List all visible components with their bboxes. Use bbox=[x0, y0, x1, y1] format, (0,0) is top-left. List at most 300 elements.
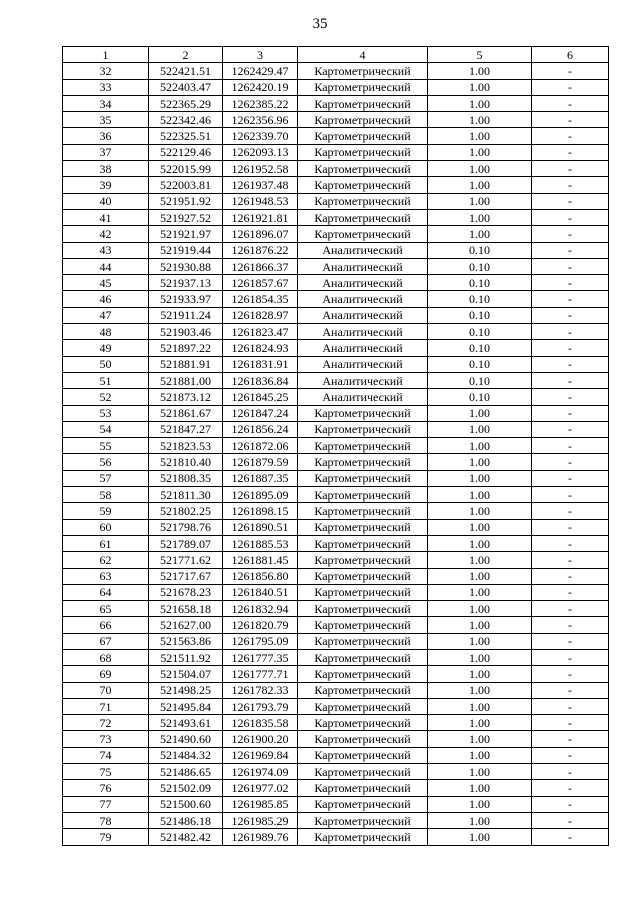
cell-description: - bbox=[532, 340, 609, 356]
cell-y: 1261824.93 bbox=[223, 340, 298, 356]
cell-x: 522403.47 bbox=[149, 79, 223, 95]
cell-point-number: 64 bbox=[63, 584, 149, 600]
cell-method: Картометрический bbox=[298, 601, 428, 617]
table-row bbox=[63, 747, 609, 763]
cell-x: 521811.30 bbox=[149, 487, 223, 503]
table-row bbox=[63, 829, 609, 845]
cell-point-number: 33 bbox=[63, 79, 149, 95]
cell-description: - bbox=[532, 63, 609, 79]
cell-y: 1261948.53 bbox=[223, 193, 298, 209]
cell-method: Картометрический bbox=[298, 568, 428, 584]
cell-method: Картометрический bbox=[298, 617, 428, 633]
cell-point-number: 37 bbox=[63, 144, 149, 160]
cell-x: 522015.99 bbox=[149, 161, 223, 177]
cell-method: Картометрический bbox=[298, 161, 428, 177]
cell-point-number: 71 bbox=[63, 698, 149, 714]
cell-x: 521627.00 bbox=[149, 617, 223, 633]
cell-point-number: 43 bbox=[63, 242, 149, 258]
cell-point-number: 76 bbox=[63, 780, 149, 796]
cell-description: - bbox=[532, 291, 609, 307]
cell-accuracy: 1.00 bbox=[428, 112, 532, 128]
cell-point-number: 61 bbox=[63, 535, 149, 551]
cell-point-number: 46 bbox=[63, 291, 149, 307]
cell-y: 1261885.53 bbox=[223, 535, 298, 551]
cell-method: Картометрический bbox=[298, 519, 428, 535]
cell-method: Картометрический bbox=[298, 747, 428, 763]
table-row bbox=[63, 128, 609, 144]
cell-method: Картометрический bbox=[298, 226, 428, 242]
cell-method: Аналитический bbox=[298, 356, 428, 372]
cell-y: 1261887.35 bbox=[223, 470, 298, 486]
table-row bbox=[63, 633, 609, 649]
cell-y: 1261820.79 bbox=[223, 617, 298, 633]
cell-method: Картометрический bbox=[298, 682, 428, 698]
cell-x: 521504.07 bbox=[149, 666, 223, 682]
cell-method: Картометрический bbox=[298, 487, 428, 503]
cell-accuracy: 0.10 bbox=[428, 291, 532, 307]
cell-x: 521798.76 bbox=[149, 519, 223, 535]
cell-point-number: 53 bbox=[63, 405, 149, 421]
cell-method: Картометрический bbox=[298, 649, 428, 665]
cell-method: Картометрический bbox=[298, 503, 428, 519]
cell-method: Картометрический bbox=[298, 812, 428, 828]
cell-description: - bbox=[532, 372, 609, 388]
cell-accuracy: 1.00 bbox=[428, 454, 532, 470]
cell-method: Аналитический bbox=[298, 372, 428, 388]
cell-x: 521810.40 bbox=[149, 454, 223, 470]
cell-point-number: 45 bbox=[63, 275, 149, 291]
table-row bbox=[63, 356, 609, 372]
cell-accuracy: 0.10 bbox=[428, 389, 532, 405]
cell-point-number: 75 bbox=[63, 764, 149, 780]
table-row bbox=[63, 193, 609, 209]
cell-accuracy: 1.00 bbox=[428, 780, 532, 796]
cell-x: 521486.65 bbox=[149, 764, 223, 780]
cell-point-number: 58 bbox=[63, 487, 149, 503]
cell-accuracy: 1.00 bbox=[428, 764, 532, 780]
cell-x: 521486.18 bbox=[149, 812, 223, 828]
cell-y: 1261857.67 bbox=[223, 275, 298, 291]
cell-x: 521502.09 bbox=[149, 780, 223, 796]
table-row bbox=[63, 112, 609, 128]
cell-x: 521937.13 bbox=[149, 275, 223, 291]
cell-accuracy: 1.00 bbox=[428, 128, 532, 144]
table-row bbox=[63, 389, 609, 405]
cell-point-number: 41 bbox=[63, 209, 149, 225]
cell-accuracy: 1.00 bbox=[428, 144, 532, 160]
cell-method: Картометрический bbox=[298, 552, 428, 568]
cell-x: 521919.44 bbox=[149, 242, 223, 258]
table-body bbox=[63, 63, 609, 845]
cell-y: 1261952.58 bbox=[223, 161, 298, 177]
cell-point-number: 39 bbox=[63, 177, 149, 193]
cell-accuracy: 1.00 bbox=[428, 666, 532, 682]
cell-x: 521482.42 bbox=[149, 829, 223, 845]
cell-description: - bbox=[532, 747, 609, 763]
page-number: 35 bbox=[312, 16, 328, 32]
cell-y: 1262385.22 bbox=[223, 95, 298, 111]
table-row bbox=[63, 715, 609, 731]
cell-x: 521930.88 bbox=[149, 258, 223, 274]
table-row bbox=[63, 764, 609, 780]
cell-x: 521490.60 bbox=[149, 731, 223, 747]
cell-method: Картометрический bbox=[298, 128, 428, 144]
cell-method: Картометрический bbox=[298, 177, 428, 193]
cell-x: 521658.18 bbox=[149, 601, 223, 617]
cell-method: Аналитический bbox=[298, 389, 428, 405]
column-header-point-number: 1 bbox=[63, 47, 149, 63]
cell-point-number: 68 bbox=[63, 649, 149, 665]
cell-method: Картометрический bbox=[298, 764, 428, 780]
cell-x: 521927.52 bbox=[149, 209, 223, 225]
cell-description: - bbox=[532, 389, 609, 405]
cell-description: - bbox=[532, 356, 609, 372]
cell-method: Картометрический bbox=[298, 438, 428, 454]
cell-x: 522421.51 bbox=[149, 63, 223, 79]
cell-description: - bbox=[532, 128, 609, 144]
table-row bbox=[63, 666, 609, 682]
cell-point-number: 73 bbox=[63, 731, 149, 747]
cell-method: Картометрический bbox=[298, 584, 428, 600]
table-row bbox=[63, 601, 609, 617]
cell-description: - bbox=[532, 161, 609, 177]
cell-y: 1261782.33 bbox=[223, 682, 298, 698]
cell-description: - bbox=[532, 780, 609, 796]
cell-point-number: 77 bbox=[63, 796, 149, 812]
cell-y: 1262356.96 bbox=[223, 112, 298, 128]
cell-method: Картометрический bbox=[298, 796, 428, 812]
cell-accuracy: 1.00 bbox=[428, 79, 532, 95]
cell-y: 1261872.06 bbox=[223, 438, 298, 454]
cell-x: 521897.22 bbox=[149, 340, 223, 356]
cell-description: - bbox=[532, 144, 609, 160]
cell-x: 521484.32 bbox=[149, 747, 223, 763]
cell-description: - bbox=[532, 584, 609, 600]
table-row bbox=[63, 519, 609, 535]
cell-x: 521802.25 bbox=[149, 503, 223, 519]
table-row bbox=[63, 438, 609, 454]
cell-accuracy: 1.00 bbox=[428, 535, 532, 551]
cell-y: 1261836.84 bbox=[223, 372, 298, 388]
cell-accuracy: 1.00 bbox=[428, 568, 532, 584]
cell-accuracy: 0.10 bbox=[428, 372, 532, 388]
cell-accuracy: 1.00 bbox=[428, 552, 532, 568]
cell-y: 1261937.48 bbox=[223, 177, 298, 193]
cell-accuracy: 1.00 bbox=[428, 470, 532, 486]
cell-y: 1261823.47 bbox=[223, 324, 298, 340]
table-row bbox=[63, 144, 609, 160]
cell-point-number: 34 bbox=[63, 95, 149, 111]
cell-method: Картометрический bbox=[298, 829, 428, 845]
cell-accuracy: 1.00 bbox=[428, 438, 532, 454]
cell-x: 521563.86 bbox=[149, 633, 223, 649]
cell-y: 1261890.51 bbox=[223, 519, 298, 535]
cell-description: - bbox=[532, 438, 609, 454]
cell-y: 1261866.37 bbox=[223, 258, 298, 274]
cell-accuracy: 1.00 bbox=[428, 161, 532, 177]
cell-accuracy: 1.00 bbox=[428, 503, 532, 519]
cell-method: Картометрический bbox=[298, 470, 428, 486]
cell-method: Картометрический bbox=[298, 63, 428, 79]
table-header bbox=[63, 47, 609, 63]
cell-method: Картометрический bbox=[298, 112, 428, 128]
cell-point-number: 57 bbox=[63, 470, 149, 486]
cell-method: Картометрический bbox=[298, 405, 428, 421]
table-row bbox=[63, 682, 609, 698]
cell-method: Картометрический bbox=[298, 209, 428, 225]
cell-y: 1261881.45 bbox=[223, 552, 298, 568]
cell-accuracy: 1.00 bbox=[428, 487, 532, 503]
column-header-x: 2 bbox=[149, 47, 223, 63]
cell-description: - bbox=[532, 258, 609, 274]
cell-accuracy: 1.00 bbox=[428, 226, 532, 242]
cell-x: 522129.46 bbox=[149, 144, 223, 160]
table-row bbox=[63, 79, 609, 95]
cell-y: 1261876.22 bbox=[223, 242, 298, 258]
cell-description: - bbox=[532, 209, 609, 225]
cell-point-number: 69 bbox=[63, 666, 149, 682]
cell-point-number: 63 bbox=[63, 568, 149, 584]
table-row bbox=[63, 617, 609, 633]
cell-accuracy: 0.10 bbox=[428, 324, 532, 340]
cell-point-number: 79 bbox=[63, 829, 149, 845]
cell-accuracy: 1.00 bbox=[428, 731, 532, 747]
cell-point-number: 56 bbox=[63, 454, 149, 470]
cell-method: Аналитический bbox=[298, 307, 428, 323]
cell-y: 1261879.59 bbox=[223, 454, 298, 470]
cell-description: - bbox=[532, 666, 609, 682]
table-row bbox=[63, 584, 609, 600]
cell-y: 1261828.97 bbox=[223, 307, 298, 323]
cell-y: 1261985.85 bbox=[223, 796, 298, 812]
cell-x: 521861.67 bbox=[149, 405, 223, 421]
cell-accuracy: 0.10 bbox=[428, 258, 532, 274]
cell-description: - bbox=[532, 405, 609, 421]
table-row bbox=[63, 177, 609, 193]
cell-x: 521717.67 bbox=[149, 568, 223, 584]
cell-method: Картометрический bbox=[298, 731, 428, 747]
cell-description: - bbox=[532, 275, 609, 291]
cell-y: 1261840.51 bbox=[223, 584, 298, 600]
cell-y: 1261896.07 bbox=[223, 226, 298, 242]
table-row bbox=[63, 421, 609, 437]
table-row bbox=[63, 470, 609, 486]
cell-point-number: 51 bbox=[63, 372, 149, 388]
cell-method: Аналитический bbox=[298, 242, 428, 258]
cell-description: - bbox=[532, 95, 609, 111]
table-row bbox=[63, 503, 609, 519]
cell-y: 1261835.58 bbox=[223, 715, 298, 731]
cell-method: Картометрический bbox=[298, 95, 428, 111]
cell-description: - bbox=[532, 487, 609, 503]
cell-point-number: 40 bbox=[63, 193, 149, 209]
cell-x: 521823.53 bbox=[149, 438, 223, 454]
cell-method: Картометрический bbox=[298, 633, 428, 649]
table-row bbox=[63, 95, 609, 111]
cell-x: 521789.07 bbox=[149, 535, 223, 551]
table-row bbox=[63, 324, 609, 340]
cell-description: - bbox=[532, 307, 609, 323]
column-header-method: 4 bbox=[298, 47, 428, 63]
cell-point-number: 72 bbox=[63, 715, 149, 731]
cell-point-number: 44 bbox=[63, 258, 149, 274]
cell-x: 521493.61 bbox=[149, 715, 223, 731]
cell-method: Картометрический bbox=[298, 715, 428, 731]
cell-accuracy: 1.00 bbox=[428, 63, 532, 79]
cell-description: - bbox=[532, 470, 609, 486]
column-header-accuracy: 5 bbox=[428, 47, 532, 63]
cell-accuracy: 0.10 bbox=[428, 307, 532, 323]
cell-y: 1261856.80 bbox=[223, 568, 298, 584]
cell-description: - bbox=[532, 552, 609, 568]
cell-accuracy: 1.00 bbox=[428, 519, 532, 535]
cell-method: Картометрический bbox=[298, 780, 428, 796]
table-row bbox=[63, 535, 609, 551]
cell-accuracy: 1.00 bbox=[428, 715, 532, 731]
cell-description: - bbox=[532, 454, 609, 470]
cell-y: 1261989.76 bbox=[223, 829, 298, 845]
cell-description: - bbox=[532, 812, 609, 828]
cell-point-number: 74 bbox=[63, 747, 149, 763]
cell-x: 521498.25 bbox=[149, 682, 223, 698]
cell-point-number: 54 bbox=[63, 421, 149, 437]
cell-accuracy: 1.00 bbox=[428, 633, 532, 649]
coordinates-table bbox=[62, 46, 609, 846]
cell-description: - bbox=[532, 177, 609, 193]
table-row bbox=[63, 698, 609, 714]
cell-x: 522003.81 bbox=[149, 177, 223, 193]
cell-y: 1261832.94 bbox=[223, 601, 298, 617]
cell-description: - bbox=[532, 503, 609, 519]
cell-x: 521495.84 bbox=[149, 698, 223, 714]
cell-x: 521873.12 bbox=[149, 389, 223, 405]
cell-method: Картометрический bbox=[298, 144, 428, 160]
cell-method: Картометрический bbox=[298, 535, 428, 551]
cell-method: Картометрический bbox=[298, 454, 428, 470]
cell-accuracy: 1.00 bbox=[428, 584, 532, 600]
table-row bbox=[63, 226, 609, 242]
cell-method: Аналитический bbox=[298, 291, 428, 307]
table-row bbox=[63, 568, 609, 584]
cell-point-number: 55 bbox=[63, 438, 149, 454]
cell-description: - bbox=[532, 193, 609, 209]
table-row bbox=[63, 161, 609, 177]
cell-accuracy: 1.00 bbox=[428, 698, 532, 714]
cell-x: 521933.97 bbox=[149, 291, 223, 307]
cell-accuracy: 1.00 bbox=[428, 649, 532, 665]
cell-method: Аналитический bbox=[298, 275, 428, 291]
cell-y: 1261898.15 bbox=[223, 503, 298, 519]
cell-method: Картометрический bbox=[298, 79, 428, 95]
cell-x: 521808.35 bbox=[149, 470, 223, 486]
cell-y: 1261854.35 bbox=[223, 291, 298, 307]
cell-description: - bbox=[532, 682, 609, 698]
cell-x: 521500.60 bbox=[149, 796, 223, 812]
cell-x: 521678.23 bbox=[149, 584, 223, 600]
cell-x: 521881.00 bbox=[149, 372, 223, 388]
cell-method: Аналитический bbox=[298, 340, 428, 356]
cell-point-number: 50 bbox=[63, 356, 149, 372]
cell-description: - bbox=[532, 633, 609, 649]
cell-y: 1261777.35 bbox=[223, 649, 298, 665]
cell-description: - bbox=[532, 112, 609, 128]
cell-accuracy: 0.10 bbox=[428, 242, 532, 258]
cell-y: 1261831.91 bbox=[223, 356, 298, 372]
cell-description: - bbox=[532, 535, 609, 551]
cell-point-number: 70 bbox=[63, 682, 149, 698]
cell-x: 521771.62 bbox=[149, 552, 223, 568]
cell-point-number: 78 bbox=[63, 812, 149, 828]
cell-description: - bbox=[532, 715, 609, 731]
cell-description: - bbox=[532, 829, 609, 845]
cell-x: 522342.46 bbox=[149, 112, 223, 128]
cell-accuracy: 1.00 bbox=[428, 747, 532, 763]
cell-point-number: 32 bbox=[63, 63, 149, 79]
cell-method: Аналитический bbox=[298, 324, 428, 340]
cell-y: 1261895.09 bbox=[223, 487, 298, 503]
cell-description: - bbox=[532, 324, 609, 340]
cell-accuracy: 1.00 bbox=[428, 829, 532, 845]
table-row bbox=[63, 307, 609, 323]
cell-accuracy: 1.00 bbox=[428, 617, 532, 633]
cell-x: 522325.51 bbox=[149, 128, 223, 144]
cell-x: 521847.27 bbox=[149, 421, 223, 437]
table-row bbox=[63, 291, 609, 307]
cell-point-number: 49 bbox=[63, 340, 149, 356]
cell-y: 1261845.25 bbox=[223, 389, 298, 405]
cell-y: 1262420.19 bbox=[223, 79, 298, 95]
cell-point-number: 67 bbox=[63, 633, 149, 649]
cell-description: - bbox=[532, 568, 609, 584]
table-row bbox=[63, 258, 609, 274]
cell-description: - bbox=[532, 242, 609, 258]
table-row bbox=[63, 405, 609, 421]
cell-x: 521903.46 bbox=[149, 324, 223, 340]
cell-y: 1261985.29 bbox=[223, 812, 298, 828]
cell-y: 1262429.47 bbox=[223, 63, 298, 79]
cell-description: - bbox=[532, 421, 609, 437]
column-header-description: 6 bbox=[532, 47, 609, 63]
cell-method: Картометрический bbox=[298, 666, 428, 682]
table-row bbox=[63, 552, 609, 568]
cell-description: - bbox=[532, 226, 609, 242]
table-row bbox=[63, 731, 609, 747]
cell-accuracy: 0.10 bbox=[428, 356, 532, 372]
table-row bbox=[63, 649, 609, 665]
table-row bbox=[63, 812, 609, 828]
cell-method: Аналитический bbox=[298, 258, 428, 274]
cell-x: 521921.97 bbox=[149, 226, 223, 242]
table-row bbox=[63, 275, 609, 291]
cell-description: - bbox=[532, 649, 609, 665]
cell-y: 1262093.13 bbox=[223, 144, 298, 160]
cell-point-number: 36 bbox=[63, 128, 149, 144]
cell-accuracy: 1.00 bbox=[428, 796, 532, 812]
cell-accuracy: 1.00 bbox=[428, 421, 532, 437]
cell-y: 1261777.71 bbox=[223, 666, 298, 682]
cell-y: 1261856.24 bbox=[223, 421, 298, 437]
cell-x: 521511.92 bbox=[149, 649, 223, 665]
table-row bbox=[63, 242, 609, 258]
cell-y: 1261795.09 bbox=[223, 633, 298, 649]
table-row bbox=[63, 63, 609, 79]
cell-x: 521881.91 bbox=[149, 356, 223, 372]
cell-y: 1261974.09 bbox=[223, 764, 298, 780]
column-header-y: 3 bbox=[223, 47, 298, 63]
cell-description: - bbox=[532, 731, 609, 747]
cell-y: 1261900.20 bbox=[223, 731, 298, 747]
cell-accuracy: 1.00 bbox=[428, 601, 532, 617]
